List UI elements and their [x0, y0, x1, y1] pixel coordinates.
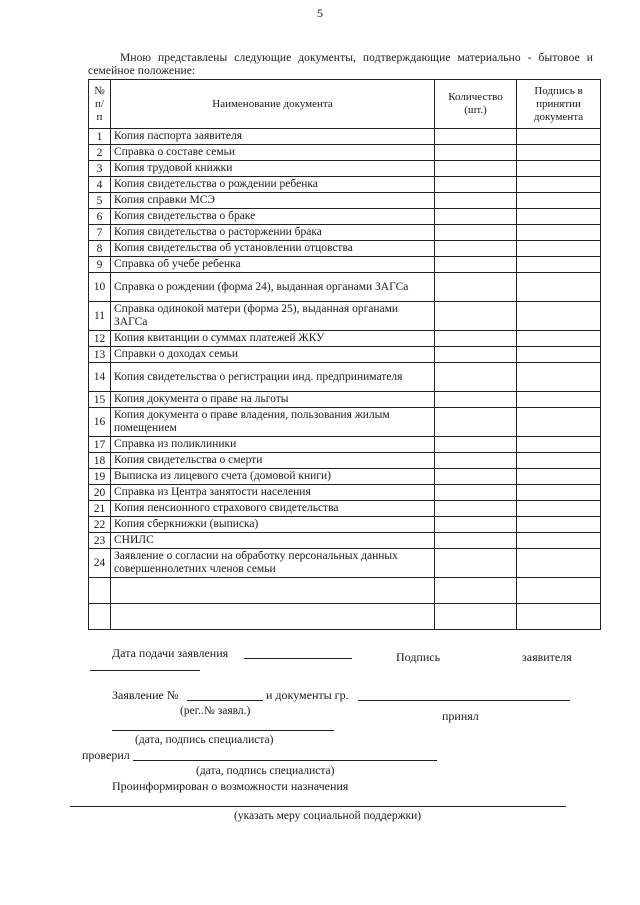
row-number: 21 — [89, 501, 111, 517]
header-num: № п/ п — [89, 80, 111, 129]
empty-cell[interactable] — [111, 604, 435, 630]
quantity-cell[interactable] — [435, 257, 517, 273]
document-name: Заявление о согласии на обработку персональных данных совершеннолетних членов семьи — [111, 549, 435, 578]
signature-cell[interactable] — [517, 145, 601, 161]
date-label: Дата подачи заявления — [112, 646, 229, 660]
checked-label: проверил — [82, 748, 130, 762]
document-name: Справки о доходах семьи — [111, 347, 435, 363]
signature-cell[interactable] — [517, 177, 601, 193]
table-row — [89, 453, 601, 469]
row-number: 11 — [89, 302, 111, 331]
quantity-cell[interactable] — [435, 501, 517, 517]
empty-cell[interactable] — [517, 604, 601, 630]
quantity-cell[interactable] — [435, 129, 517, 145]
document-name: Копия свидетельства о регистрации инд. предпринимателя — [111, 363, 435, 392]
date-sign-note-2: (дата, подпись специалиста) — [196, 765, 335, 777]
signature-label: Подпись — [396, 650, 441, 664]
measure-line[interactable] — [70, 806, 566, 807]
quantity-cell[interactable] — [435, 408, 517, 437]
table-row — [89, 392, 601, 408]
table-row — [89, 177, 601, 193]
signature-cell[interactable] — [517, 392, 601, 408]
reg-note: (рег..№ заявл.) — [180, 705, 251, 717]
quantity-cell[interactable] — [435, 145, 517, 161]
row-number: 17 — [89, 437, 111, 453]
signature-cell[interactable] — [517, 225, 601, 241]
row-number: 15 — [89, 392, 111, 408]
quantity-cell[interactable] — [435, 177, 517, 193]
document-name: Копия свидетельства об установлении отцовства — [111, 241, 435, 257]
document-name: Справка одинокой матери (форма 25), выданная органами ЗАГСа — [111, 302, 435, 331]
document-name: Копия паспорта заявителя — [111, 129, 435, 145]
signature-cell[interactable] — [517, 193, 601, 209]
quantity-cell[interactable] — [435, 517, 517, 533]
row-number: 18 — [89, 453, 111, 469]
signature-cell[interactable] — [517, 129, 601, 145]
signature-cell[interactable] — [517, 408, 601, 437]
quantity-cell[interactable] — [435, 225, 517, 241]
applicant-signature-line[interactable] — [90, 670, 200, 671]
document-name: Копия сберкнижки (выписка) — [111, 517, 435, 533]
informed-label: Проинформирован о возможности назначения — [112, 779, 349, 793]
row-number: 19 — [89, 469, 111, 485]
row-number: 2 — [89, 145, 111, 161]
document-name: Копия свидетельства о браке — [111, 209, 435, 225]
quantity-cell[interactable] — [435, 485, 517, 501]
signature-cell[interactable] — [517, 517, 601, 533]
documents-label: и документы гр. — [266, 688, 349, 702]
row-number: 20 — [89, 485, 111, 501]
measure-note: (указать меру социальной поддержки) — [234, 810, 422, 822]
signature-cell[interactable] — [517, 331, 601, 347]
table-row — [89, 302, 601, 331]
row-number: 3 — [89, 161, 111, 177]
row-number: 4 — [89, 177, 111, 193]
table-row — [89, 408, 601, 437]
quantity-cell[interactable] — [435, 209, 517, 225]
signature-cell[interactable] — [517, 161, 601, 177]
document-name: Копия трудовой книжки — [111, 161, 435, 177]
table-header-row — [89, 80, 601, 129]
document-name: Копия документа о праве на льготы — [111, 392, 435, 408]
quantity-cell[interactable] — [435, 437, 517, 453]
row-number: 10 — [89, 273, 111, 302]
empty-cell[interactable] — [111, 578, 435, 604]
row-number: 7 — [89, 225, 111, 241]
page-number: 5 — [317, 6, 323, 20]
quantity-cell[interactable] — [435, 392, 517, 408]
quantity-cell[interactable] — [435, 273, 517, 302]
table-row — [89, 501, 601, 517]
empty-row — [89, 604, 601, 630]
document-name: Справка об учебе ребенка — [111, 257, 435, 273]
documents-table — [88, 79, 601, 630]
table-row — [89, 257, 601, 273]
row-number: 12 — [89, 331, 111, 347]
signature-cell[interactable] — [517, 363, 601, 392]
date-sign-note-1: (дата, подпись специалиста) — [135, 734, 274, 746]
quantity-cell[interactable] — [435, 453, 517, 469]
signature-cell[interactable] — [517, 533, 601, 549]
row-number: 8 — [89, 241, 111, 257]
applicant-label: заявителя — [522, 650, 572, 664]
header-sign: Подпись в принятии документа — [517, 80, 601, 129]
intro-text: Мною представлены следующие документы, подтверждающие материально - бытовое и семейное положение: — [88, 52, 593, 77]
row-number: 5 — [89, 193, 111, 209]
row-number: 14 — [89, 363, 111, 392]
table-row — [89, 549, 601, 578]
table-row — [89, 145, 601, 161]
accepted-signature-line[interactable] — [112, 730, 334, 731]
citizen-name-line[interactable] — [358, 700, 570, 701]
table-row — [89, 209, 601, 225]
quantity-cell[interactable] — [435, 161, 517, 177]
quantity-cell[interactable] — [435, 549, 517, 578]
document-name: Выписка из лицевого счета (домовой книги) — [111, 469, 435, 485]
signature-cell[interactable] — [517, 209, 601, 225]
document-name: Справка о рождении (форма 24), выданная органами ЗАГСа — [111, 273, 435, 302]
quantity-cell[interactable] — [435, 469, 517, 485]
table-row — [89, 347, 601, 363]
statement-number-line[interactable] — [187, 700, 263, 701]
row-number: 9 — [89, 257, 111, 273]
document-name: Копия свидетельства о рождении ребенка — [111, 177, 435, 193]
table-row — [89, 225, 601, 241]
accepted-label: принял — [442, 709, 479, 723]
quantity-cell[interactable] — [435, 347, 517, 363]
document-name: Копия справки МСЭ — [111, 193, 435, 209]
header-qty: Количество (шт.) — [435, 80, 517, 129]
row-number: 24 — [89, 549, 111, 578]
row-number: 1 — [89, 129, 111, 145]
empty-row — [89, 578, 601, 604]
empty-cell[interactable] — [89, 578, 111, 604]
signature-cell[interactable] — [517, 273, 601, 302]
table-row — [89, 331, 601, 347]
document-name: Справка о составе семьи — [111, 145, 435, 161]
table-row — [89, 517, 601, 533]
signature-cell[interactable] — [517, 302, 601, 331]
signature-cell[interactable] — [517, 469, 601, 485]
document-name: Справка из Центра занятости населения — [111, 485, 435, 501]
quantity-cell[interactable] — [435, 363, 517, 392]
empty-cell[interactable] — [89, 604, 111, 630]
table-body — [89, 129, 601, 630]
empty-cell[interactable] — [517, 578, 601, 604]
document-name: Копия свидетельства о расторжении брака — [111, 225, 435, 241]
table-row — [89, 533, 601, 549]
row-number: 16 — [89, 408, 111, 437]
document-name: Копия квитанции о суммах платежей ЖКУ — [111, 331, 435, 347]
row-number: 23 — [89, 533, 111, 549]
quantity-cell[interactable] — [435, 193, 517, 209]
table-row — [89, 273, 601, 302]
table-row — [89, 193, 601, 209]
document-name: Справка из поликлиники — [111, 437, 435, 453]
signature-cell[interactable] — [517, 453, 601, 469]
table-row — [89, 485, 601, 501]
quantity-cell[interactable] — [435, 331, 517, 347]
document-name: Копия свидетельства о смерти — [111, 453, 435, 469]
table-row — [89, 129, 601, 145]
document-name: Копия пенсионного страхового свидетельства — [111, 501, 435, 517]
statement-label: Заявление № — [112, 688, 179, 702]
empty-cell[interactable] — [435, 604, 517, 630]
header-name: Наименование документа — [111, 80, 435, 129]
row-number: 22 — [89, 517, 111, 533]
document-name: Копия документа о праве владения, пользования жилым помещением — [111, 408, 435, 437]
date-line[interactable] — [244, 658, 352, 659]
document-name: СНИЛС — [111, 533, 435, 549]
signature-cell[interactable] — [517, 257, 601, 273]
signature-cell[interactable] — [517, 549, 601, 578]
table-row — [89, 161, 601, 177]
signature-cell[interactable] — [517, 241, 601, 257]
table-row — [89, 437, 601, 453]
quantity-cell[interactable] — [435, 533, 517, 549]
table-row — [89, 469, 601, 485]
checked-signature-line[interactable] — [133, 760, 437, 761]
signature-cell[interactable] — [517, 501, 601, 517]
table-row — [89, 241, 601, 257]
quantity-cell[interactable] — [435, 241, 517, 257]
signature-cell[interactable] — [517, 437, 601, 453]
empty-cell[interactable] — [435, 578, 517, 604]
quantity-cell[interactable] — [435, 302, 517, 331]
row-number: 13 — [89, 347, 111, 363]
signature-cell[interactable] — [517, 347, 601, 363]
row-number: 6 — [89, 209, 111, 225]
signature-cell[interactable] — [517, 485, 601, 501]
table-row — [89, 363, 601, 392]
